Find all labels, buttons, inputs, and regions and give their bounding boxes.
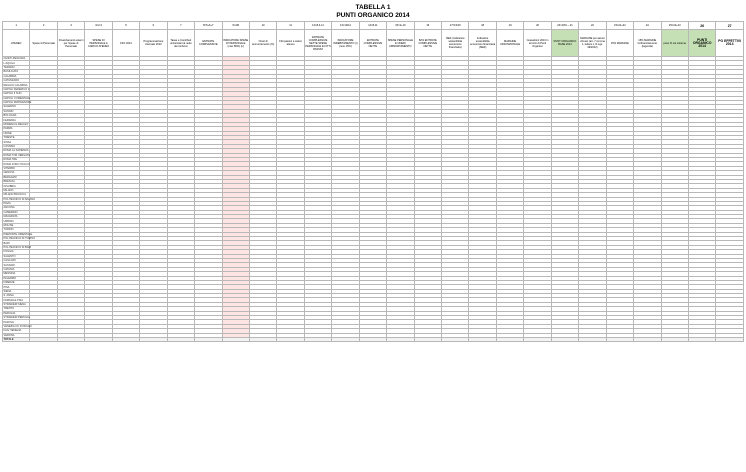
column-header: peso % sul sistema (661, 30, 688, 57)
ateneo-name: MACERATA (3, 215, 30, 219)
ateneo-name: CATANZARO (3, 78, 30, 82)
column-header: ISEF (Indicatore sostenibilità economico finanziaria) (442, 30, 469, 57)
ateneo-name: NORMALE PISA (3, 298, 30, 302)
ateneo-name: CALABRIA (3, 74, 30, 78)
ateneo-name: NAPOLI II SUN (3, 92, 30, 96)
ateneo-name: STRANIERI SIENA (3, 302, 30, 306)
ateneo-name: TRENTO (3, 307, 30, 311)
table-cell (469, 338, 496, 342)
table-body (3, 57, 744, 342)
table-subtitle: PUNTI ORGANICO 2014 (336, 12, 410, 19)
ateneo-name: POLITECNICO DI BARI (3, 245, 32, 249)
column-header: Fitti passivi a carico ateneo (277, 30, 304, 57)
ateneo-name: STRANIERI PERUGIA (3, 316, 30, 320)
table-cell (57, 338, 84, 342)
ateneo-name: URBINO (3, 219, 30, 223)
ateneo-name: CASSINO (3, 144, 30, 148)
table-cell (30, 338, 57, 342)
table-cell (277, 338, 304, 342)
ateneo-name: GENOVA (3, 171, 30, 175)
ateneo-name: SIENA (3, 289, 30, 293)
column-number: 22 (579, 22, 606, 30)
punti-organico-table (2, 21, 744, 342)
ateneo-name: MOLISE (3, 223, 30, 227)
table-cell (414, 338, 441, 342)
table-cell (359, 338, 386, 342)
ateneo-name: NAPOLI FEDERICO II (3, 87, 30, 91)
column-number: 18 (469, 22, 496, 30)
column-number: 23=21+22 (606, 22, 633, 30)
table-cell (496, 338, 523, 342)
table-cell (524, 338, 551, 342)
ateneo-name: MILANO BICOCCA (3, 193, 30, 197)
table-cell (304, 338, 331, 342)
column-header: Cessazioni 2013 in termini di Punti Organico (524, 30, 551, 57)
ateneo-name: TOTALE (3, 338, 30, 342)
ateneo-name: SANNIO (3, 109, 30, 113)
ateneo-name: MODENA E REGGIO (3, 123, 29, 127)
ateneo-name: POLITECNICO DI MILANO (3, 197, 36, 201)
column-header: Oneri di ammortamento (%) (249, 30, 276, 57)
ateneo-name: INSUBRIA (3, 184, 30, 188)
table-cell (140, 338, 167, 342)
ateneo-name: VITERBO (3, 166, 30, 170)
column-number: 17=15/16 (442, 22, 469, 30)
table-cell (195, 338, 222, 342)
table-cell (634, 338, 661, 342)
column-header: Finanziamenti esterni per Spese di Personale (57, 30, 84, 57)
table-cell (688, 338, 715, 342)
column-header: SPESE PERSONALE E ONERI AMMORTAMENTO (387, 30, 414, 57)
column-number: 26 (688, 22, 715, 30)
column-header: PO EFFETTIVI 2014 (716, 30, 744, 57)
column-header: PUNTI ORGANICO 2014 (688, 30, 715, 57)
column-header: ENTRATE COMPLESSIVE (195, 30, 222, 57)
table-cell (551, 338, 578, 342)
column-number: 1 (3, 22, 30, 30)
ateneo-name: CHIETI-PESCARA (3, 57, 30, 61)
ateneo-name: PAVIA (3, 201, 30, 205)
column-number: 3 (57, 22, 84, 30)
column-number: 14=8-11 (359, 22, 386, 30)
ateneo-name: TRIESTE (3, 136, 30, 140)
column-number: 15=4+10 (387, 22, 414, 30)
ateneo-name: FERRARA (3, 118, 30, 122)
ateneo-name: SISSA (3, 140, 30, 144)
table-cell (112, 338, 139, 342)
table-title: TABELLA 1 (355, 4, 391, 11)
column-number: 5 (112, 22, 139, 30)
column-number: 4=2-3 (85, 22, 112, 30)
ateneo-name: ANCONA (3, 206, 30, 210)
column-header: INDICATORE INDEBITAMENTO (I) (max 15%) (332, 30, 359, 57)
column-header: MARGINE per atenei virtuosi (art. 7 comma 1, lettera c, D.Lgs. 49/2012) (579, 30, 606, 57)
column-header: ENTRATE COMPLESSIVE NETTE SPESE PERSONALE E FITTI PASSIVI (304, 30, 331, 57)
column-header: 82% ENTRATE COMPLESSIVE NETTE (414, 30, 441, 57)
ateneo-name: TORINO (3, 228, 30, 232)
ateneo-name: IUAV VENEZIA (3, 329, 30, 333)
table-cell (716, 338, 744, 342)
column-header: INDICATORE SPESE DI PERSONALE (max 80%) (L) (222, 30, 249, 57)
table-cell (579, 338, 606, 342)
table-cell (332, 338, 359, 342)
column-number: 8=5+6+7 (195, 22, 222, 30)
ateneo-name: FIRENZE (3, 280, 30, 284)
column-header: 15% MARGINE (606, 30, 633, 57)
column-header: Programmazione triennale 2013 (140, 30, 167, 57)
column-number: 16 (414, 22, 441, 30)
column-number: 19 (496, 22, 523, 30)
column-number: 2 (30, 22, 57, 30)
ateneo-name: TERAMO (3, 65, 30, 69)
ateneo-name: ROMA TRE (3, 157, 30, 161)
table-cell (85, 338, 112, 342)
ateneo-name: BASILICATA (3, 70, 30, 74)
ateneo-name: ROMA FORO ITALICO (3, 162, 30, 166)
ateneo-name: MESSINA (3, 272, 30, 276)
column-number: 12=8-4-11 (304, 22, 331, 30)
column-header: PUNTI ORGANICO BASE 2014 (551, 30, 578, 57)
column-number: 13=10/12 (332, 22, 359, 30)
column-header: Tasse e Contributi universitari al netto dei rimborsi (167, 30, 194, 57)
ateneo-name: VERONA (3, 333, 30, 337)
ateneo-name: BRESCIA (3, 179, 30, 183)
ateneo-name: PALERMO (3, 276, 30, 280)
ateneo-name: BOLOGNA (3, 114, 30, 118)
column-number: 7 (167, 22, 194, 30)
ateneo-name: CAGLIARI (3, 258, 30, 262)
column-header: FFO 2013 (112, 30, 139, 57)
table-cell (222, 338, 249, 342)
ateneo-name: SALENTO (3, 254, 30, 258)
ateneo-name: PARMA (3, 127, 30, 131)
ateneo-name: NAPOLI L'ORIENTALE (3, 96, 31, 100)
column-header-row (3, 30, 744, 57)
ateneo-name: REGGIO CALABRIA (3, 83, 30, 87)
column-header: Indicatore sostenibilità economico finanziaria (ISEF) (469, 30, 496, 57)
table-cell (606, 338, 633, 342)
table-cell (249, 338, 276, 342)
ateneo-name: PIEMONTE ORIENTALE (3, 232, 33, 236)
table-cell (442, 338, 469, 342)
table-cell (661, 338, 688, 342)
column-header: MARGINE ASSUNZIONALE (496, 30, 523, 57)
ateneo-name: S. ANNA (3, 294, 30, 298)
table-cell (387, 338, 414, 342)
ateneo-name: L'AQUILA (3, 61, 30, 65)
column-number: 11 (277, 22, 304, 30)
ateneo-name: BARI (3, 241, 30, 245)
ateneo-name: ROMA LA SAPIENZA (3, 149, 29, 153)
data-sheet (2, 21, 744, 467)
column-header: ENTRATE COMPLESSIVE NETTE (359, 30, 386, 57)
column-header: ATENEO (3, 30, 30, 57)
ateneo-name: NAPOLI PARTHENOPE (3, 101, 32, 105)
column-number: 27 (716, 22, 744, 30)
table-cell (167, 338, 194, 342)
column-number: 10 (249, 22, 276, 30)
column-header: SPESE DI PERSONALE A CARICO ATENEO (85, 30, 112, 57)
ateneo-name: PERUGIA (3, 311, 30, 315)
ateneo-name: POLITECNICO DI TORINO (3, 237, 36, 241)
ateneo-name: VENEZIA CA' FOSCARI (3, 325, 32, 329)
column-number: 9=4/8 (222, 22, 249, 30)
ateneo-name: CAMERINO (3, 210, 30, 214)
column-number: 25=22+23 (661, 22, 688, 30)
column-number: 20 (524, 22, 551, 30)
ateneo-name: UDINE (3, 131, 30, 135)
column-number: 20>20% ~ 21 (551, 22, 578, 30)
ateneo-name: ROMA TOR VERGATA (3, 153, 30, 157)
ateneo-name: SASSARI (3, 263, 30, 267)
ateneo-name: MILANO (3, 188, 30, 192)
ateneo-name: FOGGIA (3, 250, 30, 254)
column-number: 6 (140, 22, 167, 30)
ateneo-name: CATANIA (3, 267, 30, 271)
ateneo-name: BERGAMO (3, 175, 30, 179)
ateneo-name: SALERNO (3, 105, 30, 109)
column-header: Spese di Personale (30, 30, 57, 57)
ateneo-name: PISA (3, 285, 30, 289)
column-number: 24 (634, 22, 661, 30)
table-row (3, 338, 744, 342)
column-header: 15% MARGINE Cofinanziamento (legenda) (634, 30, 661, 57)
column-number-row (3, 22, 744, 30)
ateneo-name: PADOVA (3, 320, 30, 324)
